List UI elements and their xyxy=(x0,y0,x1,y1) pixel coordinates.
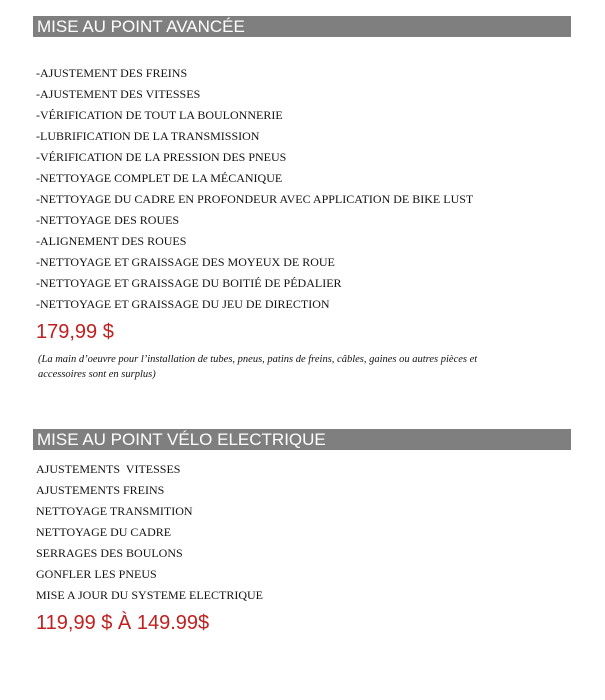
list-item: -AJUSTEMENT DES VITESSES xyxy=(36,87,201,101)
list-item: -NETTOYAGE ET GRAISSAGE DES MOYEUX DE ROUE xyxy=(36,255,335,269)
price-electric: 119,99 $ À 149.99$ xyxy=(36,612,210,634)
list-item: -NETTOYAGE ET GRAISSAGE DU BOITIÉ DE PÉDALIER xyxy=(36,276,342,290)
list-item: GONFLER LES PNEUS xyxy=(36,567,157,581)
list-item: -LUBRIFICATION DE LA TRANSMISSION xyxy=(36,129,260,143)
list-item: -NETTOYAGE DES ROUES xyxy=(36,213,180,227)
list-item: -NETTOYAGE ET GRAISSAGE DU JEU DE DIRECTION xyxy=(36,297,330,311)
list-item: AJUSTEMENTS VITESSES xyxy=(36,462,181,476)
list-item: -ALIGNEMENT DES ROUES xyxy=(36,234,187,248)
advanced-service-list xyxy=(36,63,473,315)
list-item: -NETTOYAGE DU CADRE EN PROFONDEUR AVEC APPLICATION DE BIKE LUST xyxy=(36,192,474,206)
electric-service-list xyxy=(36,459,263,606)
labour-note: (La main d’oeuvre pour l’installation de tubes, pneus, patins de freins, câbles, gaines ou autres pièces et accessoires sont en surplus) xyxy=(38,354,478,380)
list-item: SERRAGES DES BOULONS xyxy=(36,546,183,560)
section-title-advanced: MISE AU POINT AVANCÉE xyxy=(37,17,245,36)
list-item: -VÉRIFICATION DE LA PRESSION DES PNEUS xyxy=(36,150,287,164)
section-banner-electric xyxy=(33,429,571,450)
list-item: AJUSTEMENTS FREINS xyxy=(36,483,165,497)
list-item: NETTOYAGE DU CADRE xyxy=(36,525,172,539)
section-title-electric: MISE AU POINT VÉLO ELECTRIQUE xyxy=(37,430,326,449)
list-item: MISE A JOUR DU SYSTEME ELECTRIQUE xyxy=(36,588,264,602)
price-advanced: 179,99 $ xyxy=(36,321,114,343)
list-item: NETTOYAGE TRANSMITION xyxy=(36,504,193,518)
list-item: -NETTOYAGE COMPLET DE LA MÉCANIQUE xyxy=(36,171,283,185)
list-item: -AJUSTEMENT DES FREINS xyxy=(36,66,188,80)
list-item: -VÉRIFICATION DE TOUT LA BOULONNERIE xyxy=(36,108,283,122)
section-banner-advanced xyxy=(33,16,571,37)
